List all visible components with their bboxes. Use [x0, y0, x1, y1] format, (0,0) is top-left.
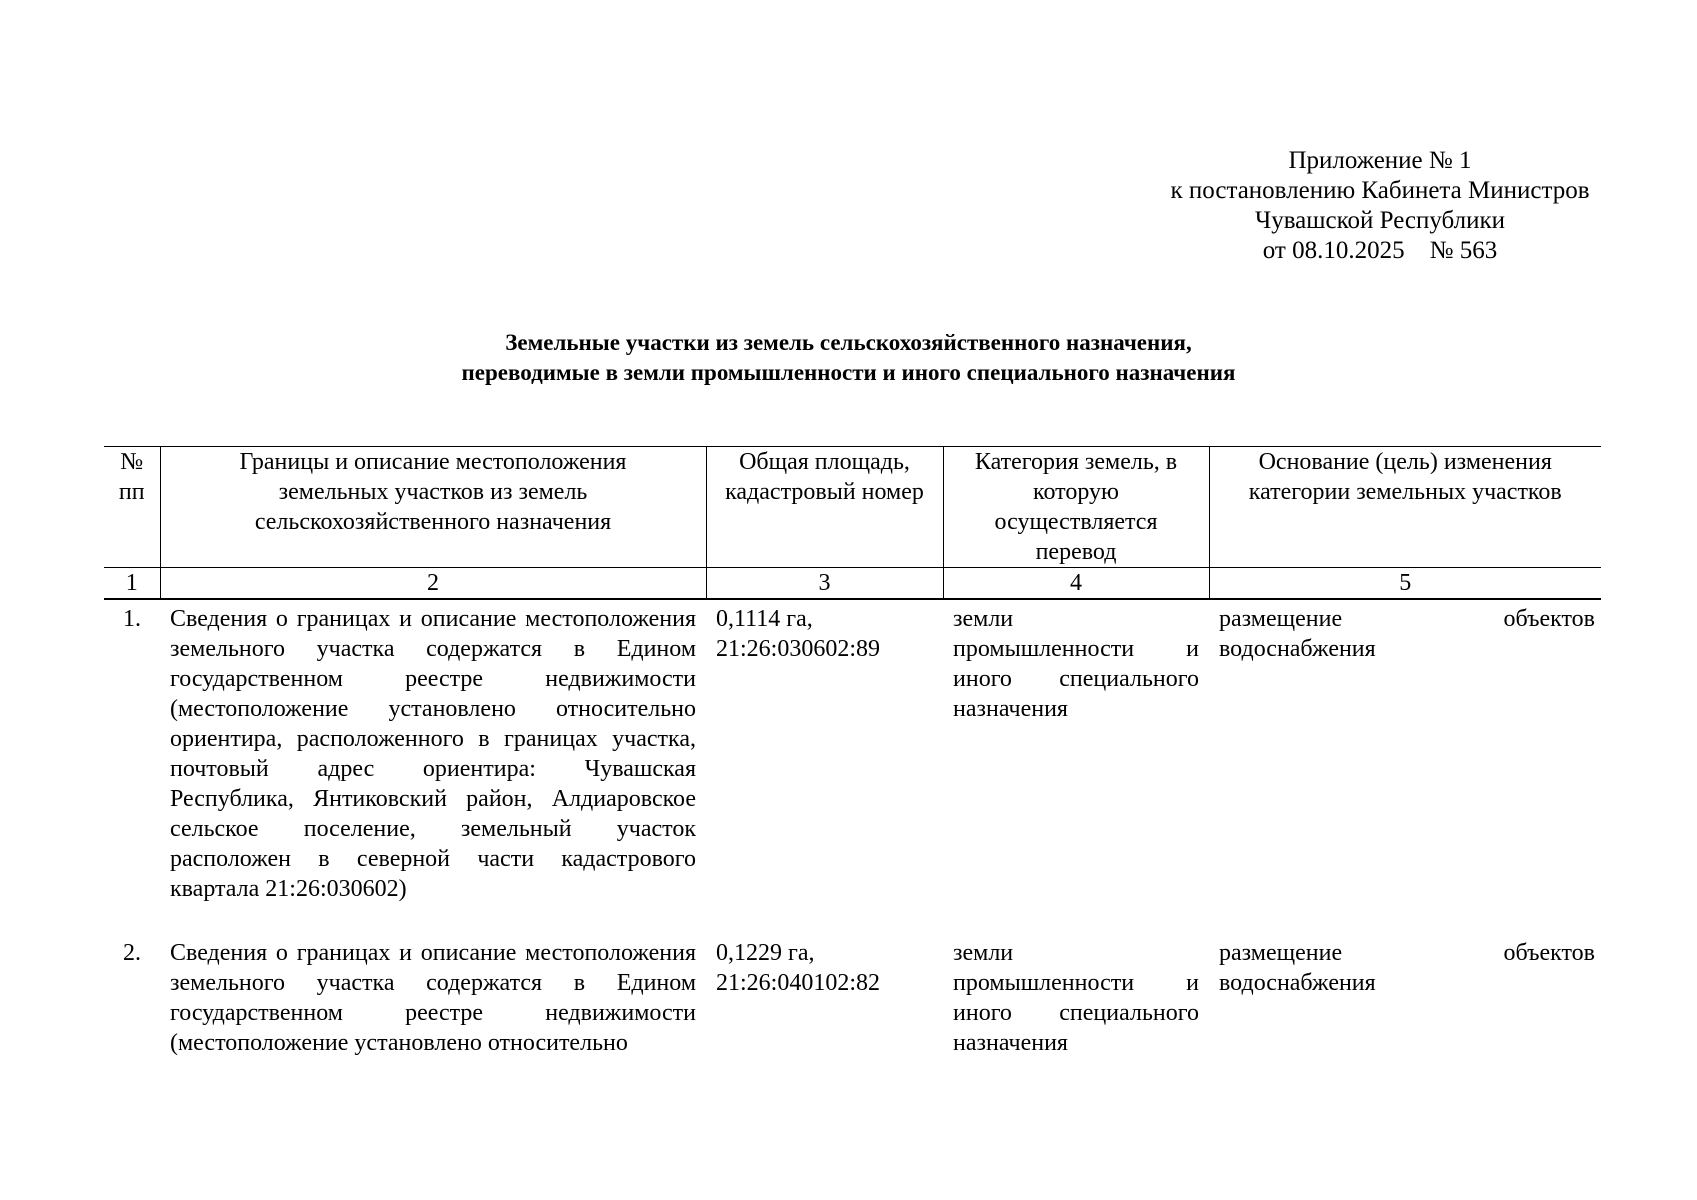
row-category: земли промышленности и иного специального назначения — [953, 606, 1199, 722]
column-number: 4 — [943, 568, 1209, 600]
row-number: 2. — [123, 940, 141, 966]
header-description: Границы и описание местоположения земельных участков из земель сельскохозяйственного назначения — [160, 447, 706, 568]
document-title-line-1: Земельные участки из земель сельскохозяйственного назначения, — [505, 330, 1192, 355]
row-area-cadastral — [706, 599, 943, 938]
column-number: 5 — [1209, 568, 1601, 600]
row-area-cadastral — [706, 938, 943, 1058]
row-description: Сведения о границах и описание местоположения земельного участка содержатся в Едином государственном реестре недвижимости (местоположение установлено относительно — [170, 940, 696, 1056]
table-header-row — [104, 447, 1601, 568]
row-area: 0,1114 га, — [716, 606, 813, 632]
table-row — [104, 938, 1601, 1058]
row-category: земли промышленности и иного специального назначения — [953, 940, 1199, 1056]
column-number: 1 — [104, 568, 160, 600]
header-reason: Основание (цель) изменения категории земельных участков — [1209, 447, 1601, 568]
row-cadastral-number: 21:26:030602:89 — [716, 636, 881, 662]
table-row — [104, 599, 1601, 938]
row-reason: размещение объектов водоснабжения — [1219, 606, 1595, 662]
column-numbers-row — [104, 568, 1601, 600]
row-cadastral-number: 21:26:040102:82 — [716, 970, 881, 996]
appendix-line-4: от 08.10.2025 № 563 — [1262, 237, 1498, 264]
header-category: Категория земель, в которую осуществляется перевод — [943, 447, 1209, 568]
column-number: 2 — [160, 568, 706, 600]
column-number: 3 — [706, 568, 943, 600]
appendix-line-3: Чувашской Республики — [1254, 207, 1506, 234]
document-title-line-2: переводимые в земли промышленности и иного специального назначения — [461, 360, 1236, 385]
row-number: 1. — [123, 606, 141, 632]
document-title — [0, 328, 1697, 388]
row-reason: размещение объектов водоснабжения — [1219, 940, 1595, 996]
land-plots-table — [104, 446, 1601, 1058]
appendix-line-2: к постановлению Кабинета Министров — [1170, 177, 1590, 204]
header-area: Общая площадь, кадастровый номер — [706, 447, 943, 568]
appendix-line-1: Приложение № 1 — [1288, 147, 1472, 174]
row-description: Сведения о границах и описание местоположения земельного участка содержатся в Едином государственном реестре недвижимости (местоположение установлено относительно ориентира, расположенного в границах участка, почтовый адрес ориентира: Чувашская Республика, Янтиковский район, Алдиаровское сельское поселение, земельный участок расположен в северной части кадастрового квартала 21:26:030602) — [170, 606, 696, 902]
appendix-block — [1120, 146, 1640, 266]
row-area: 0,1229 га, — [716, 940, 815, 966]
header-number: № пп — [104, 447, 160, 568]
